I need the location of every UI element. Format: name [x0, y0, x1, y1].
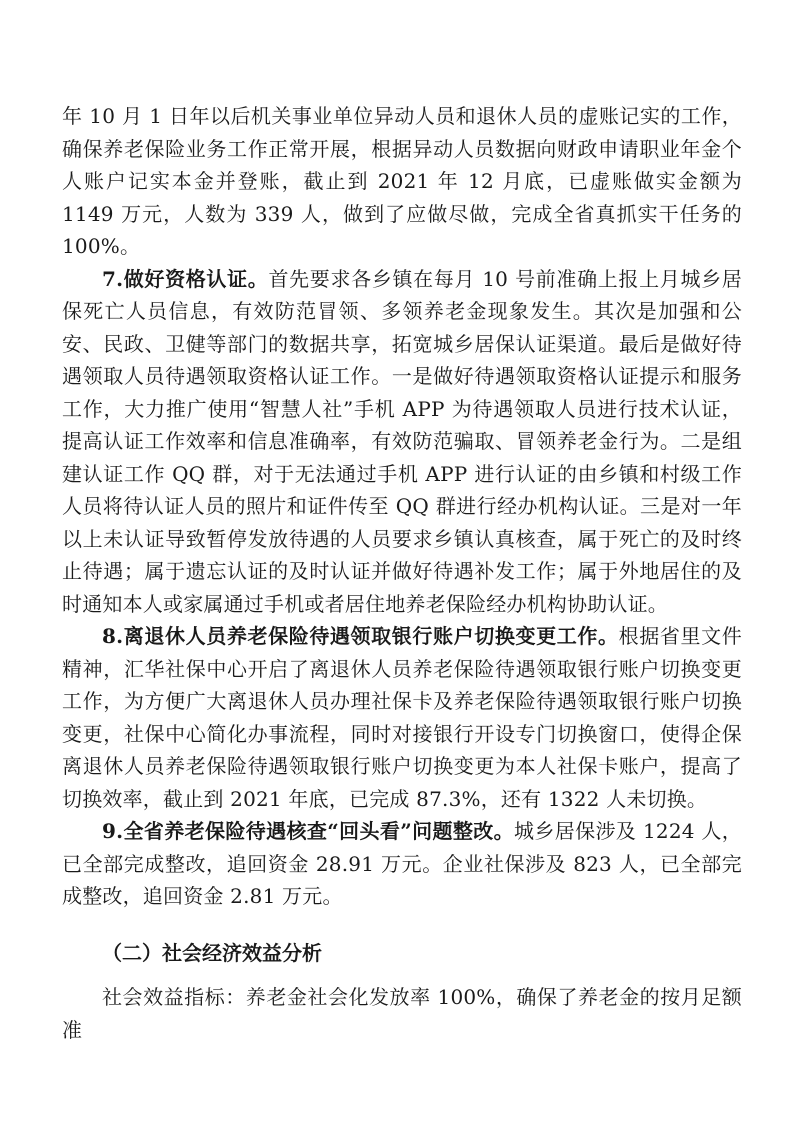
paragraph-item-8: [62, 620, 742, 815]
item-7-heading: 7.做好资格认证。: [102, 266, 269, 291]
item-8-heading: 8.离退休人员养老保险待遇领取银行账户切换变更工作。: [102, 624, 619, 648]
paragraph-item-7: [62, 263, 742, 621]
paragraph-item-9: [62, 815, 742, 913]
paragraph-continuation: [62, 100, 742, 263]
social-benefit-text: 社会效益指标：养老金社会化发放率 100%，确保了养老金的按月足额准: [62, 985, 742, 1042]
item-9-body: 城乡居保涉及 1224 人，已全部完成整改，追回资金 28.91 万元。企业社保涉及 823 人，已全部完成整改，追回资金 2.81 万元。: [62, 819, 742, 908]
document-body: [62, 100, 742, 1046]
item-9-heading: 9.全省养老保险待遇核查“回头看”问题整改。: [102, 819, 514, 843]
section-2-heading: （二）社会经济效益分析: [102, 940, 322, 965]
item-7-body: 首先要求各乡镇在每月 10 号前准确上报上月城乡居保死亡人员信息，有效防范冒领、多领养老金现象发生。其次是加强和公安、民政、卫健等部门的数据共享，拓宽城乡居保认证渠道。最后是做好待遇领取人员待遇领取资格认证工作。一是做好待遇领取资格认证提示和服务工作，大力推广使用“智慧人社”手机 APP 为待遇领取人员进行技术认证，提高认证工作效率和信息准确率，有效防范骗取、冒领养老金行为。二是组建认证工作 QQ 群，对于无法通过手机 APP 进行认证的由乡镇和村级工作人员将待认证人员的照片和证件传至 QQ 群进行经办机构认证。三是对一年以上未认证导致暂停发放待遇的人员要求乡镇认真核查，属于死亡的及时终止待遇；属于遗忘认证的及时认证并做好待遇补发工作；属于外地居住的及时通知本人或家属通过手机或者居住地养老保险经办机构协助认证。: [62, 266, 742, 616]
paragraph-social-benefit: [62, 981, 742, 1046]
item-8-body: 根据省里文件精神，汇华社保中心开启了离退休人员养老保险待遇领取银行账户切换变更工作，为方便广大离退休人员办理社保卡及养老保险待遇领取银行账户切换变更，社保中心简化办事流程，同时对接银行开设专门切换窗口，使得企保离退休人员养老保险待遇领取银行账户切换变更为本人社保卡账户，提高了切换效率，截止到 2021 年底，已完成 87.3%，还有 1322 人未切换。: [62, 624, 742, 811]
paragraph-continuation-text: 年 10 月 1 日年以后机关事业单位异动人员和退休人员的虚账记实的工作，确保养老保险业务工作正常开展，根据异动人员数据向财政申请职业年金个人账户记实本金并登账，截止到 2021 年 12 月底，已虚账做实金额为 1149 万元，人数为 339 人，做到了应做尽做，完成全省真抓实干任务的100%。: [62, 104, 742, 258]
